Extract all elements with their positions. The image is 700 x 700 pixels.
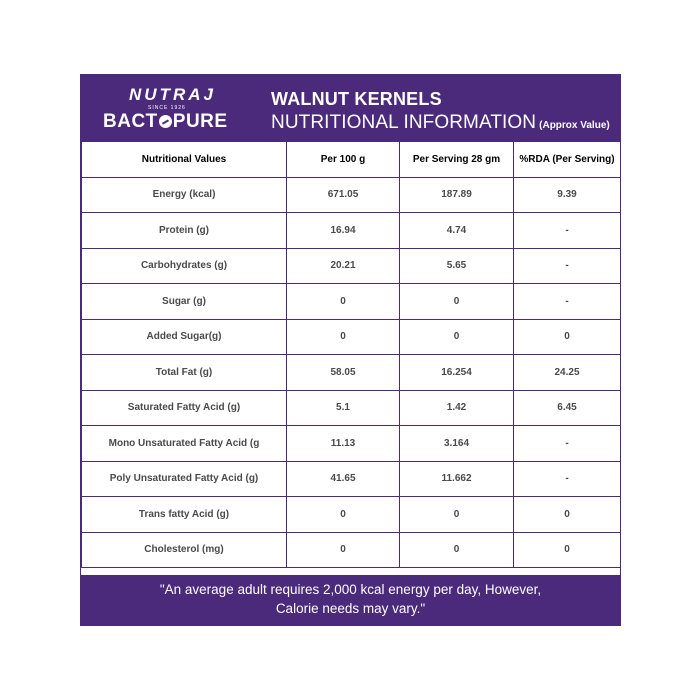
table-row bbox=[82, 213, 621, 249]
nutrient-name: Trans fatty Acid (g) bbox=[82, 497, 287, 533]
nutrient-value: 0 bbox=[514, 497, 621, 533]
table-row bbox=[82, 426, 621, 462]
nutrient-value: - bbox=[514, 284, 621, 320]
nutrient-value: 11.662 bbox=[400, 461, 514, 497]
section-subtitle bbox=[271, 112, 610, 134]
nutrient-value: 16.94 bbox=[287, 213, 400, 249]
column-header: %RDA (Per Serving) bbox=[514, 142, 621, 178]
nutrient-value: - bbox=[514, 213, 621, 249]
nutrient-value: 5.65 bbox=[400, 248, 514, 284]
footer-line-2: Calorie needs may vary." bbox=[275, 601, 426, 616]
nutrient-value: 20.21 bbox=[287, 248, 400, 284]
nutrient-name: Sugar (g) bbox=[82, 284, 287, 320]
table-row bbox=[82, 284, 621, 320]
brand-name-right: PURE bbox=[172, 111, 228, 132]
nutrient-name: Total Fat (g) bbox=[82, 355, 287, 391]
brand-logo bbox=[101, 85, 241, 135]
table-row bbox=[82, 497, 621, 533]
nutrient-value: 41.65 bbox=[287, 461, 400, 497]
nutrient-name: Protein (g) bbox=[82, 213, 287, 249]
approx-note: (Approx Value) bbox=[539, 120, 610, 131]
nutrient-value: - bbox=[514, 248, 621, 284]
subtitle-text: NUTRITIONAL INFORMATION bbox=[271, 112, 537, 133]
nutrient-name: Cholesterol (mg) bbox=[82, 532, 287, 568]
nutrient-value: 16.254 bbox=[400, 355, 514, 391]
header-banner bbox=[81, 75, 620, 141]
brand-top: NUTRAJ bbox=[129, 85, 216, 104]
nutrient-name: Added Sugar(g) bbox=[82, 319, 287, 355]
nutrient-value: 5.1 bbox=[287, 390, 400, 426]
column-header: Per Serving 28 gm bbox=[400, 142, 514, 178]
table-row bbox=[82, 461, 621, 497]
nutrient-name: Energy (kcal) bbox=[82, 177, 287, 213]
footer-note bbox=[81, 575, 620, 625]
nutrient-value: 1.42 bbox=[400, 390, 514, 426]
table-row bbox=[82, 390, 621, 426]
nutrient-value: 0 bbox=[514, 532, 621, 568]
footer-line-1: "An average adult requires 2,000 kcal energy per day, However, bbox=[159, 582, 542, 597]
nutrient-name: Saturated Fatty Acid (g) bbox=[82, 390, 287, 426]
nutrient-value: 0 bbox=[287, 319, 400, 355]
nutrient-value: 0 bbox=[400, 532, 514, 568]
nutrient-value: 187.89 bbox=[400, 177, 514, 213]
nutrition-table bbox=[81, 141, 621, 568]
nutrient-value: - bbox=[514, 461, 621, 497]
nutrient-value: 24.25 bbox=[514, 355, 621, 391]
nutrient-name: Carbohydrates (g) bbox=[82, 248, 287, 284]
nutrient-value: 9.39 bbox=[514, 177, 621, 213]
column-header: Nutritional Values bbox=[82, 142, 287, 178]
column-header: Per 100 g bbox=[287, 142, 400, 178]
nutrient-value: 0 bbox=[400, 319, 514, 355]
nutrition-card bbox=[80, 74, 621, 626]
table-row bbox=[82, 355, 621, 391]
nutrient-name: Mono Unsaturated Fatty Acid (g bbox=[82, 426, 287, 462]
table-header-row bbox=[82, 142, 621, 178]
nutrient-value: 0 bbox=[400, 284, 514, 320]
nutrient-value: 4.74 bbox=[400, 213, 514, 249]
nutrient-value: 0 bbox=[287, 532, 400, 568]
nutrient-value: 0 bbox=[400, 497, 514, 533]
product-title: WALNUT KERNELS bbox=[271, 89, 442, 109]
nutrient-value: 0 bbox=[514, 319, 621, 355]
brand-since: SINCE 1926 bbox=[148, 105, 186, 111]
nutrient-value: 58.05 bbox=[287, 355, 400, 391]
table-row bbox=[82, 532, 621, 568]
brand-name bbox=[103, 111, 228, 133]
brand-o-icon bbox=[159, 115, 172, 128]
nutrient-value: 0 bbox=[287, 497, 400, 533]
nutrient-name: Poly Unsaturated Fatty Acid (g) bbox=[82, 461, 287, 497]
nutrient-value: 6.45 bbox=[514, 390, 621, 426]
table-row bbox=[82, 248, 621, 284]
nutrient-value: 0 bbox=[287, 284, 400, 320]
nutrient-value: 11.13 bbox=[287, 426, 400, 462]
brand-name-left: BACT bbox=[103, 111, 158, 132]
table-row bbox=[82, 177, 621, 213]
nutrient-value: - bbox=[514, 426, 621, 462]
nutrient-value: 3.164 bbox=[400, 426, 514, 462]
table-row bbox=[82, 319, 621, 355]
nutrient-value: 671.05 bbox=[287, 177, 400, 213]
